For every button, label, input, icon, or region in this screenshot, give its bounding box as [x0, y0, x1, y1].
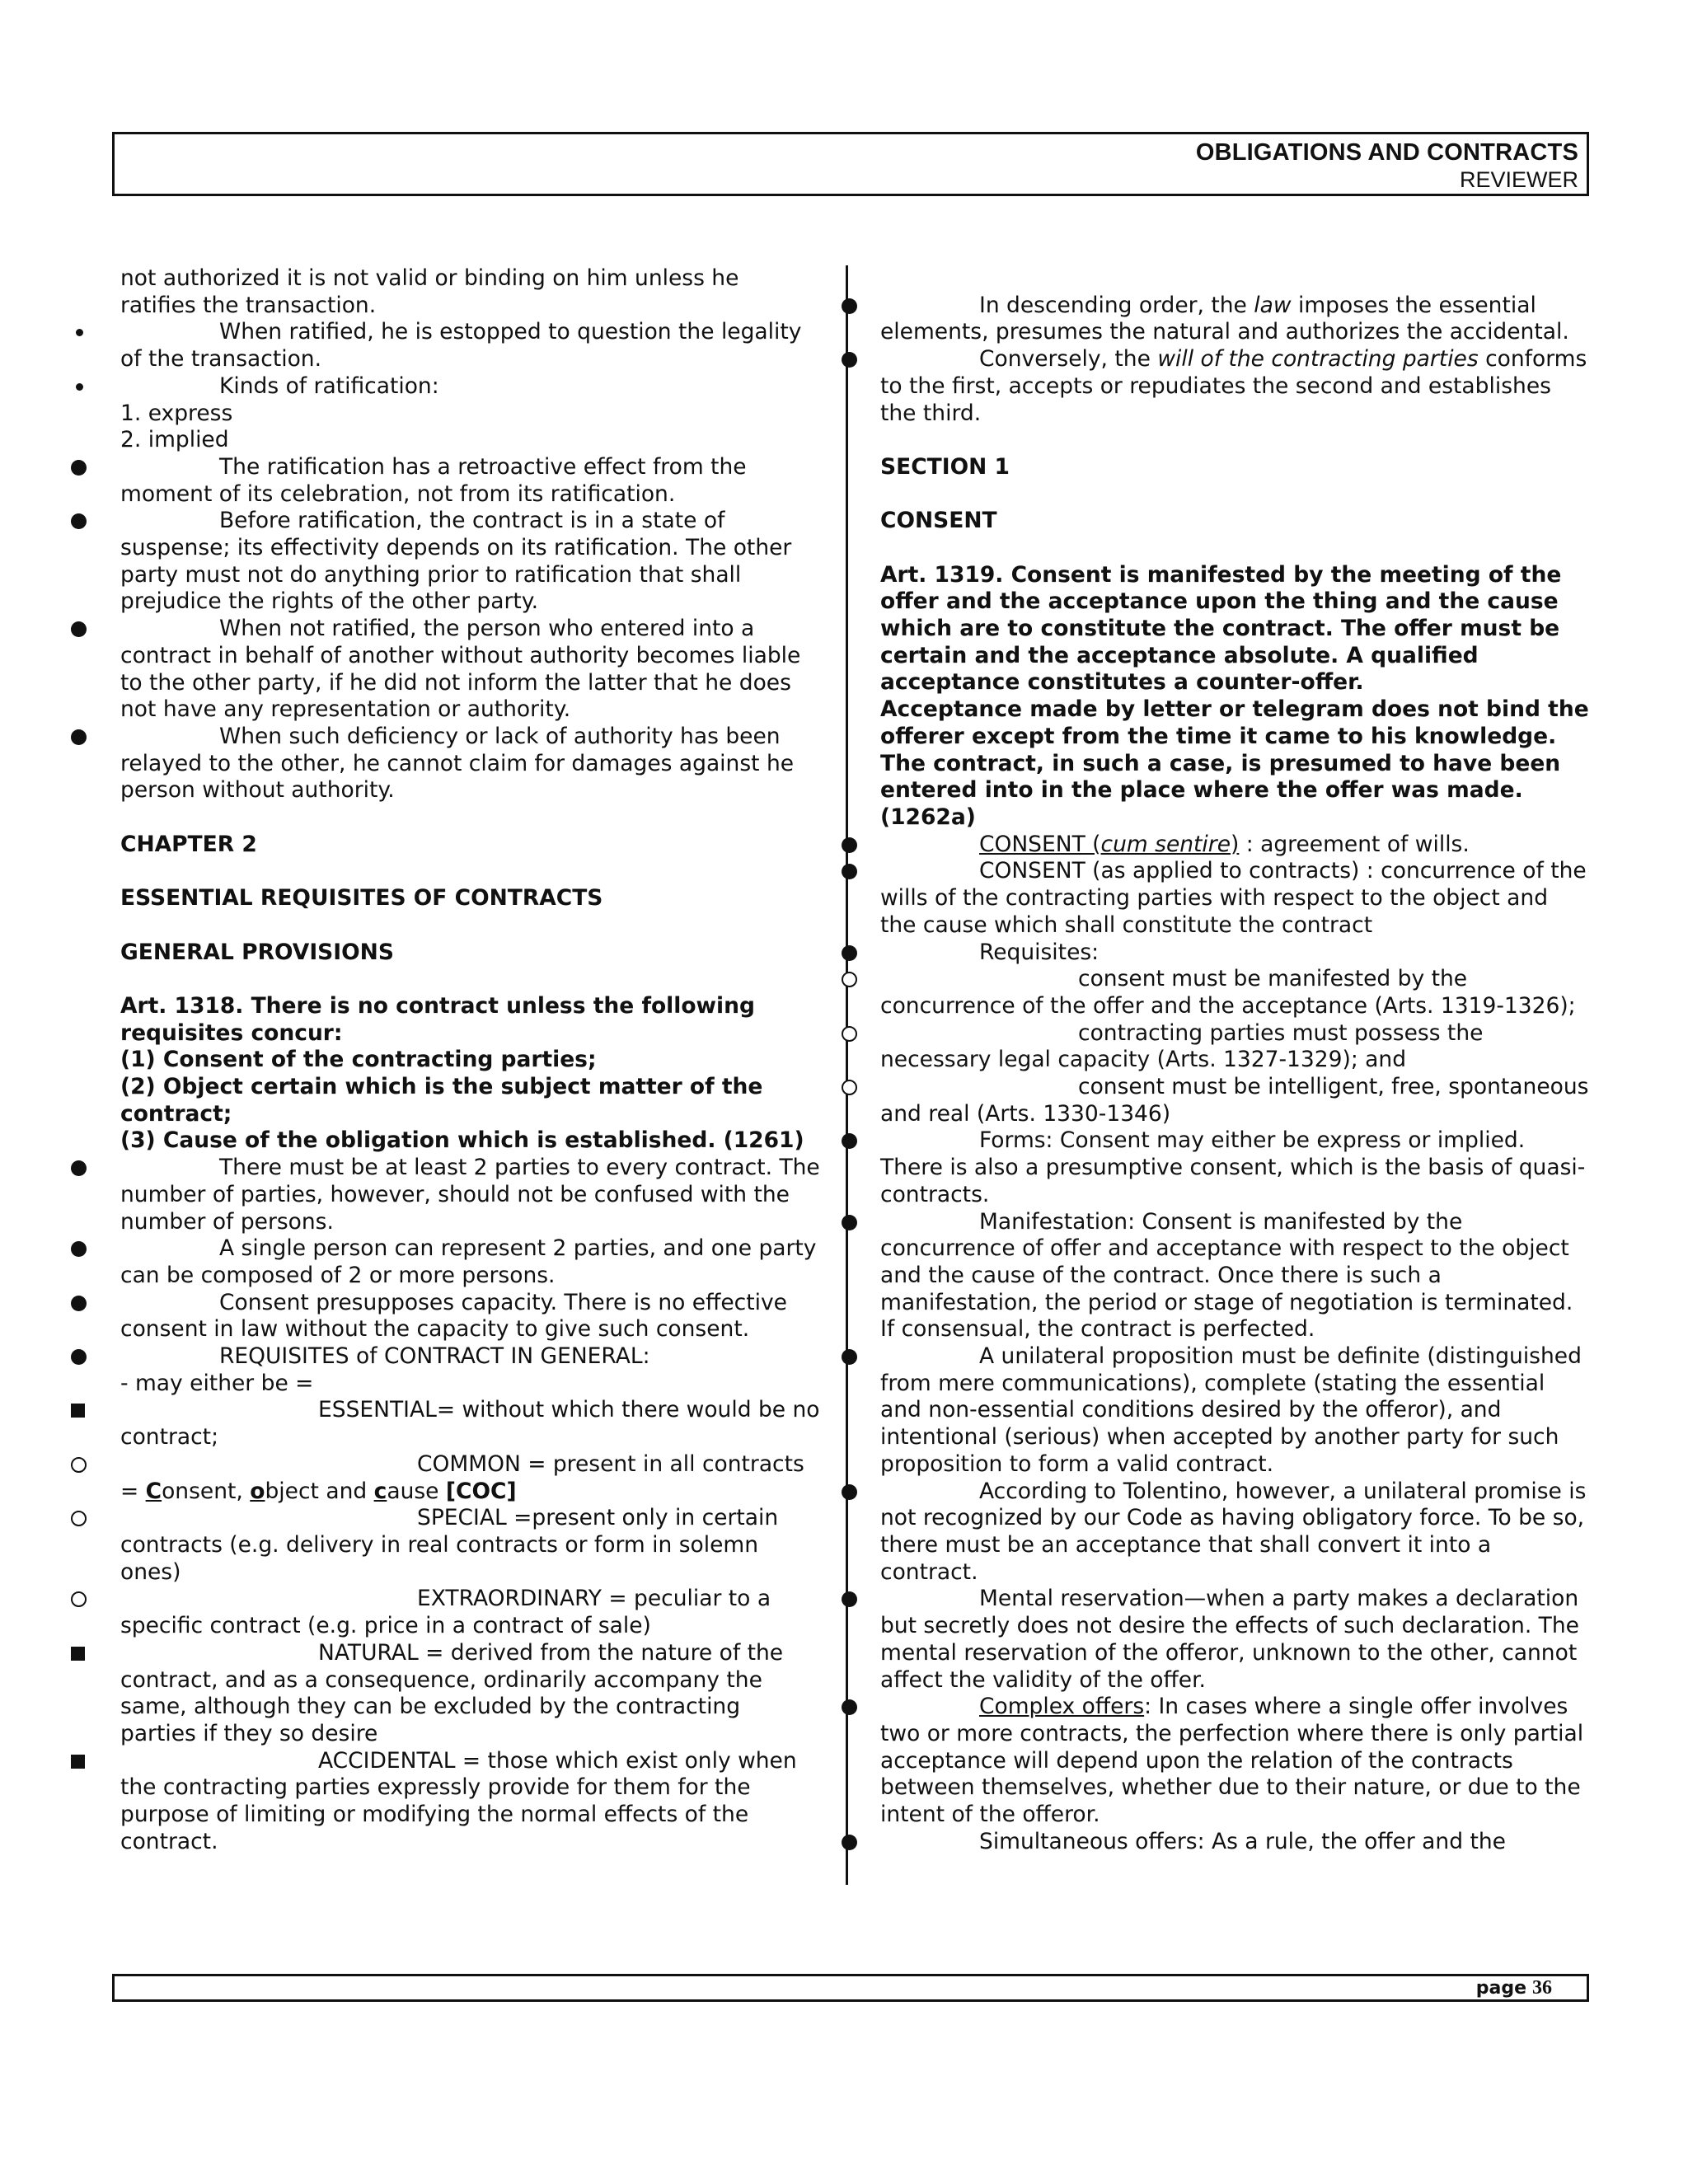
bullet-item: There must be at least 2 parties to every contract. The number of parties, however, should not be confused with the number of persons. [120, 1155, 821, 1235]
bullet-icon [842, 1215, 857, 1230]
circle-bullet-item: SPECIAL =present only in certain contracts (e.g. delivery in real contracts or form in solemn ones) [120, 1505, 821, 1586]
bullet-item: Requisites: [880, 940, 1589, 967]
circle-bullet-icon [842, 1080, 857, 1095]
page-number: page 36 [1475, 1977, 1552, 1999]
bullet-icon [842, 1835, 857, 1850]
bullet-icon [71, 621, 87, 637]
bullet-item: Forms: Consent may either be express or implied. There is also a presumptive consent, which is the basis of quasi-contracts. [880, 1127, 1589, 1208]
bullet-icon [842, 1133, 857, 1149]
circle-bullet-item: consent must be manifested by the concurrence of the offer and the acceptance (Arts. 1319-1326); [880, 966, 1589, 1019]
bullet-item: Mental reservation—when a party makes a declaration but secretly does not desire the effects of such declaration. The mental reservation of the offeror, unknown to the other, cannot affect the validity of the offer. [880, 1586, 1589, 1694]
square-bullet-item: ACCIDENTAL = those which exist only when the contracting parties expressly provide for them for the purpose of limiting or modifying the normal effects of the contract. [120, 1748, 821, 1856]
bullet-item: Consent presupposes capacity. There is no effective consent in law without the capacity to give such consent. [120, 1290, 821, 1343]
bullet-item: CONSENT (as applied to contracts) : concurrence of the wills of the contracting parties with respect to the object and the cause which shall constitute the contract [880, 858, 1589, 939]
circle-bullet-item: consent must be intelligent, free, spontaneous and real (Arts. 1330-1346) [880, 1074, 1589, 1127]
bullet-item: A unilateral proposition must be definite (distinguished from mere communications), complete (stating the essential and non-essential conditions desired by the offeror), and intentional (serious) when accepted by another party for such proposition to form a valid contract. [880, 1343, 1589, 1479]
article-1319-continued: Acceptance made by letter or telegram does not bind the offerer except from the time it came to his knowledge. The contract, in such a case, is presumed to have been entered into in the place where the offer was made. (1262a) [880, 696, 1589, 830]
circle-bullet-item: EXTRAORDINARY = peculiar to a specific contract (e.g. price in a contract of sale) [120, 1586, 821, 1639]
bullet-item: When ratified, he is estopped to question the legality of the transaction. [120, 319, 821, 373]
bullet-item: In descending order, the law imposes the essential elements, presumes the natural and authorizes the accidental. [880, 293, 1589, 346]
bullet-icon [71, 1296, 87, 1311]
bullet-item: The ratification has a retroactive effect from the moment of its celebration, not from its ratification. [120, 454, 821, 508]
left-column [120, 265, 821, 1855]
section-heading: SECTION 1 [880, 453, 1010, 480]
page-header [112, 132, 1589, 196]
bullet-item: Before ratification, the contract is in a state of suspense; its effectivity depends on its ratification. The other party must not do anything prior to ratification that shall prejudice the rights of the other party. [120, 508, 821, 616]
circle-bullet-item: contracting parties must possess the necessary legal capacity (Arts. 1327-1329); and [880, 1020, 1589, 1074]
circle-bullet-icon [71, 1511, 87, 1526]
article-item: (3) Cause of the obligation which is established. (1261) [120, 1127, 804, 1154]
chapter-title: ESSENTIAL REQUISITES OF CONTRACTS [120, 885, 603, 912]
bullet-item: Complex offers: In cases where a single offer involves two or more contracts, the perfection where there is only partial acceptance will depend upon the relation of the contracts between themselves, whether due to their nature, or due to the intent of the offeror. [880, 1694, 1589, 1829]
bullet-icon [71, 460, 87, 476]
article-item: (1) Consent of the contracting parties; [120, 1047, 597, 1073]
header-subtitle: REVIEWER [1459, 167, 1578, 192]
page-footer [112, 1974, 1589, 2002]
bullet-icon [842, 352, 857, 368]
bullet-icon [71, 1241, 87, 1257]
article-1318: Art. 1318. There is no contract unless the following requisites concur: [120, 992, 755, 1046]
bullet-item: When such deficiency or lack of authority has been relayed to the other, he cannot claim for damages against he person without authority. [120, 724, 821, 804]
bullet-item: Manifestation: Consent is manifested by the concurrence of offer and acceptance with respect to the object and the cause of the contract. Once there is such a manifestation, the period or stage of negotiation is terminated. If consensual, the contract is perfected. [880, 1209, 1589, 1344]
bullet-item: Simultaneous offers: As a rule, the offer and the [880, 1829, 1589, 1856]
bullet-icon [842, 1349, 857, 1365]
article-item: (2) Object certain which is the subject matter of the contract; [120, 1074, 763, 1127]
list-item: 1. express [120, 400, 233, 426]
list-item: 2. implied [120, 427, 229, 453]
circle-bullet-icon [71, 1457, 87, 1473]
small-bullet-icon [76, 329, 83, 336]
square-bullet-icon [71, 1404, 85, 1418]
section-title: CONSENT [880, 508, 997, 534]
bullet-icon [842, 864, 857, 879]
bullet-item: REQUISITES of CONTRACT IN GENERAL: [120, 1343, 821, 1371]
circle-bullet-item: COMMON = present in all contracts = Consent, object and cause [COC] [120, 1451, 821, 1505]
square-bullet-item: ESSENTIAL= without which there would be no contract; [120, 1397, 821, 1451]
square-bullet-icon [71, 1647, 85, 1661]
bullet-icon [842, 298, 857, 314]
header-title: OBLIGATIONS AND CONTRACTS [1195, 139, 1578, 166]
bullet-icon [842, 945, 857, 961]
section-heading: GENERAL PROVISIONS [120, 939, 394, 965]
article-1319: Art. 1319. Consent is manifested by the meeting of the offer and the acceptance upon the thing and the cause which are to constitute the contract. The offer must be certain and the acceptance absolute. A qualified acceptance constitutes a counter-offer. [880, 561, 1562, 696]
column-divider [846, 265, 848, 1885]
bullet-icon [71, 1349, 87, 1365]
circle-bullet-icon [842, 972, 857, 987]
square-bullet-icon [71, 1755, 85, 1769]
bullet-item: Kinds of ratification: [120, 373, 821, 401]
bullet-item: According to Tolentino, however, a unilateral promise is not recognized by our Code as having obligatory force. To be so, there must be an acceptance that shall convert it into a contract. [880, 1479, 1589, 1586]
bullet-item: Conversely, the will of the contracting parties conforms to the first, accepts or repudiates the second and establishes the third. [880, 346, 1589, 427]
square-bullet-item: NATURAL = derived from the nature of the contract, and as a consequence, ordinarily accompany the same, although they can be excluded by the contracting parties if they so desire [120, 1640, 821, 1748]
circle-bullet-icon [71, 1591, 87, 1607]
bullet-icon [71, 729, 87, 745]
bullet-item: A single person can represent 2 parties, and one party can be composed of 2 or more persons. [120, 1235, 821, 1289]
right-column [880, 265, 1589, 1855]
bullet-icon [842, 1484, 857, 1500]
bullet-icon [842, 1591, 857, 1607]
bullet-item: CONSENT (cum sentire) : agreement of wills. [880, 832, 1589, 859]
circle-bullet-icon [842, 1026, 857, 1042]
bullet-icon [842, 837, 857, 853]
paragraph: - may either be = [120, 1370, 314, 1396]
chapter-heading: CHAPTER 2 [120, 831, 257, 857]
bullet-icon [71, 513, 87, 529]
small-bullet-icon [76, 383, 83, 391]
bullet-icon [842, 1699, 857, 1715]
paragraph: not authorized it is not valid or binding on him unless he ratifies the transaction. [120, 265, 739, 318]
bullet-item: When not ratified, the person who entered into a contract in behalf of another without authority becomes liable to the other party, if he did not inform the latter that he does not have any representation or authority. [120, 616, 821, 724]
bullet-icon [71, 1160, 87, 1176]
